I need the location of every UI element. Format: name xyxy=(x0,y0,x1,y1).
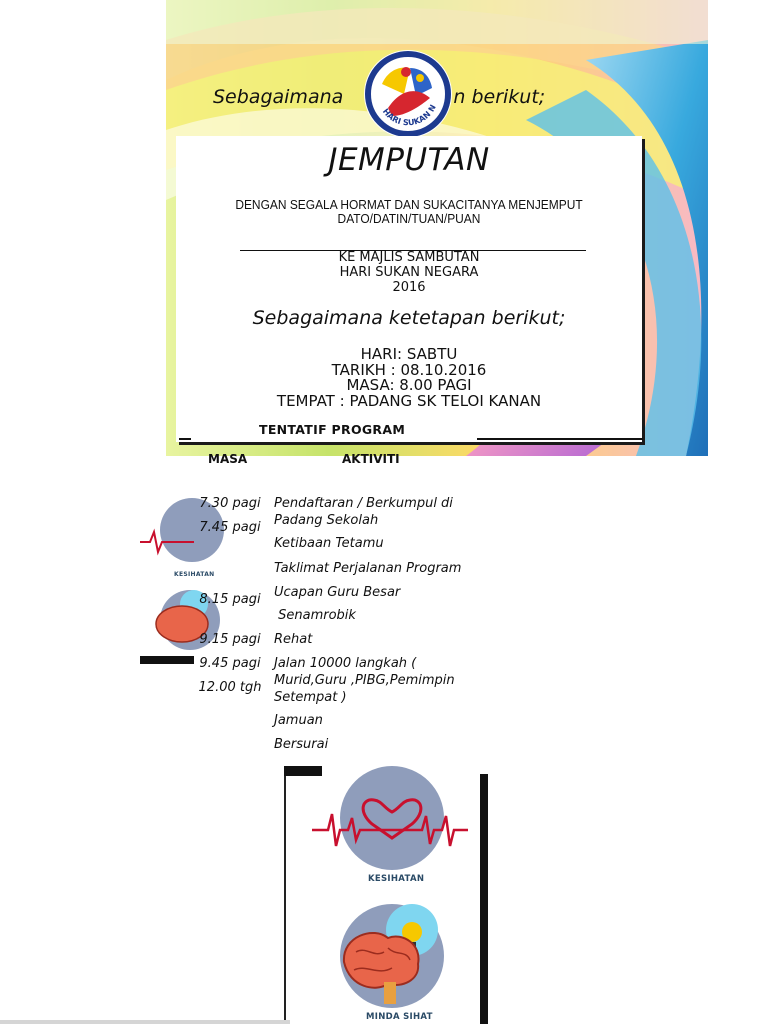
health-poster xyxy=(284,766,488,1024)
divider xyxy=(477,438,643,440)
column-header-time: MASA xyxy=(208,452,248,466)
program-activity: Pendaftaran / Berkumpul di Padang Sekolah xyxy=(274,496,458,528)
program-time: 7.45 pagi xyxy=(199,520,261,535)
program-activity: Jamuan xyxy=(274,713,323,728)
health-circle xyxy=(340,766,444,870)
brain-icon xyxy=(344,933,419,988)
program-activity: Bersurai xyxy=(274,737,329,752)
event-line-1: KE MAJLIS SAMBUTAN xyxy=(338,250,480,265)
detail-masa: MASA: 8.00 PAGI xyxy=(346,376,472,394)
program-time: 7.30 pagi xyxy=(199,496,261,511)
left-thumb-caption: KESIHATAN xyxy=(174,571,215,578)
divider xyxy=(179,438,191,440)
event-line-2: HARI SUKAN NEGARA xyxy=(339,265,479,280)
invitation-card xyxy=(176,136,642,442)
background-sentence-left: Sebagaimana xyxy=(213,86,344,108)
card-title: JEMPUTAN xyxy=(328,142,490,178)
program-activity: Senamrobik xyxy=(274,608,356,623)
program-time: 8.15 pagi xyxy=(199,592,261,607)
program-title: TENTATIF PROGRAM xyxy=(259,422,406,437)
hari-sukan-negara-logo xyxy=(360,46,456,142)
card-subtitle: Sebagaimana ketetapan berikut; xyxy=(252,307,566,329)
detail-hari: HARI: SABTU xyxy=(360,345,458,363)
invite-line-2: DATO/DATIN/TUAN/PUAN xyxy=(337,211,481,226)
logo-text: HARI SUKAN N xyxy=(380,103,438,128)
program-activity: Ketibaan Tetamu xyxy=(274,536,384,551)
program-activity: Ucapan Guru Besar xyxy=(274,585,401,600)
invite-line-1: DENGAN SEGALA HORMAT DAN SUKACITANYA MENJEMPUT xyxy=(235,197,583,212)
column-header-activity: AKTIVITI xyxy=(342,452,400,466)
detail-tarikh: TARIKH : 08.10.2016 xyxy=(331,361,487,379)
program-activity: Jalan 10000 langkah ( Murid,Guru ,PIBG,Pemimpin Setempat ) xyxy=(274,656,459,705)
caption-kesihatan: KESIHATAN xyxy=(368,874,425,884)
background-sentence-right: n berikut; xyxy=(453,86,546,108)
poster-edge xyxy=(284,766,286,1024)
event-year: 2016 xyxy=(392,280,426,295)
program-activity: Rehat xyxy=(274,632,313,647)
program-time: 9.45 pagi xyxy=(199,656,261,671)
poster-tab xyxy=(284,766,322,776)
poster-border xyxy=(480,774,488,1024)
program-activity: Taklimat Perjalanan Program xyxy=(274,561,462,576)
left-poster-thumbnail xyxy=(140,496,215,664)
program-time: 12.00 tgh xyxy=(198,680,262,695)
caption-minda-sihat: MINDA SIHAT xyxy=(366,1012,433,1022)
detail-tempat: TEMPAT : PADANG SK TELOI KANAN xyxy=(276,392,542,410)
program-time: 9.15 pagi xyxy=(199,632,261,647)
page-edge xyxy=(0,1020,290,1024)
